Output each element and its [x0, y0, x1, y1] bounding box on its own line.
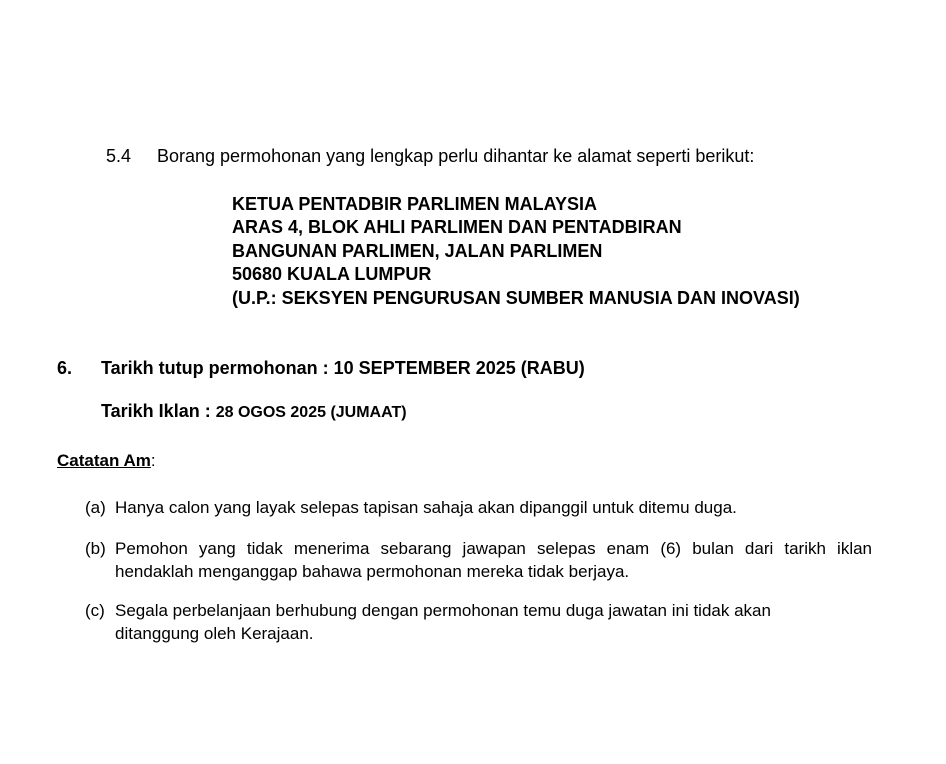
advertisement-date	[101, 401, 407, 422]
address-line-2: ARAS 4, BLOK AHLI PARLIMEN DAN PENTADBIRAN	[232, 217, 682, 238]
address-line-3: BANGUNAN PARLIMEN, JALAN PARLIMEN	[232, 240, 603, 261]
general-notes-title: Catatan Am	[57, 451, 151, 470]
general-notes-colon: :	[150, 451, 156, 470]
note-text: Hanya calon yang layak selepas tapisan sahaja akan dipanggil untuk ditemu duga.	[115, 498, 737, 517]
closing-date: Tarikh tutup permohonan : 10 SEPTEMBER 2025 (RABU)	[101, 358, 585, 378]
note-text: Segala perbelanjaan berhubung dengan permohonan temu duga jawatan ini tidak akan ditanggung oleh Kerajaan.	[115, 601, 771, 643]
section-5-4-number: 5.4	[106, 146, 132, 166]
general-notes-heading	[57, 451, 156, 471]
advertisement-date-label: Tarikh Iklan :	[101, 401, 216, 421]
note-text: Pemohon yang tidak menerima sebarang jawapan selepas enam (6) bulan dari tarikh iklan hendaklah menganggap bahawa permohonan mereka tidak berjaya.	[115, 539, 872, 581]
advertisement-date-value: 28 OGOS 2025 (JUMAAT)	[215, 404, 407, 421]
note-marker: (b)	[85, 539, 106, 558]
address-line-5: (U.P.: SEKSYEN PENGURUSAN SUMBER MANUSIA DAN INOVASI)	[232, 287, 800, 308]
note-marker: (c)	[85, 601, 105, 620]
section-6-number: 6.	[57, 358, 73, 378]
note-item-b	[85, 537, 875, 585]
address-line-1: KETUA PENTADBIR PARLIMEN MALAYSIA	[232, 194, 598, 214]
note-item-c	[85, 599, 875, 647]
note-item-a	[85, 496, 875, 520]
section-5-4-text: Borang permohonan yang lengkap perlu dihantar ke alamat seperti berikut:	[157, 146, 755, 166]
note-marker: (a)	[85, 498, 106, 517]
mailing-address	[232, 193, 800, 310]
address-line-4: 50680 KUALA LUMPUR	[232, 264, 432, 285]
